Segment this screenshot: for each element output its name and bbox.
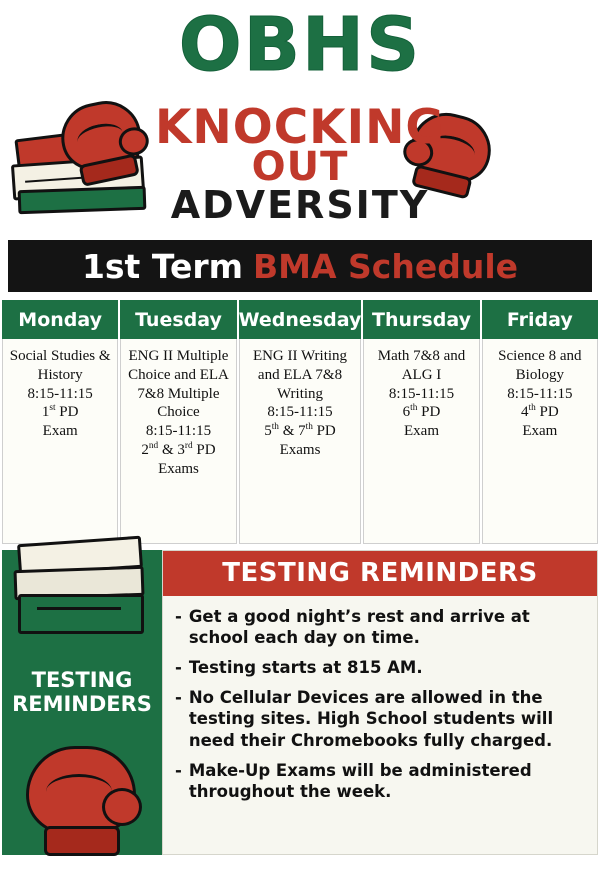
list-item [175, 687, 585, 750]
banner-term: 1st Term [81, 246, 243, 286]
time-friday: 8:15-11:15 [507, 385, 573, 402]
schedule-column-tuesday [120, 300, 236, 544]
schedule-banner [8, 240, 592, 292]
schedule-column-friday [482, 300, 598, 544]
bullet-marker: - [175, 688, 182, 708]
subject-tuesday: ENG II Multiple Choice and ELA 7&8 Multiple Choice [128, 348, 229, 421]
reminders-title: TESTING REMINDERS [163, 551, 597, 596]
theme-line-1: KNOCKING [154, 100, 446, 155]
schedule-column-wednesday [239, 300, 362, 544]
schedule-column-thursday [363, 300, 479, 544]
day-header-thursday: Thursday [363, 300, 479, 339]
day-cell-wednesday [239, 339, 362, 544]
schedule-column-monday [2, 300, 118, 544]
subject-wednesday: ENG II Writing and ELA 7&8 Writing [252, 348, 348, 402]
list-item [175, 657, 585, 678]
time-thursday: 8:15-11:15 [388, 385, 455, 402]
theme-line-3: ADVERSITY [170, 183, 430, 228]
session-friday: 4th PD [521, 403, 559, 421]
bullet-marker: - [175, 760, 182, 780]
school-title: OBHS [178, 2, 422, 88]
boxing-glove-icon-bottom [18, 742, 146, 860]
subject-monday: Social Studies & History [9, 348, 111, 383]
session-wednesday: 5th & 7th PD [264, 422, 336, 439]
time-tuesday: 8:15-11:15 [145, 423, 212, 439]
kind-monday: Exam [42, 423, 78, 439]
kind-thursday: Exam [404, 423, 440, 439]
theme-graphic-area [0, 88, 600, 238]
day-header-tuesday: Tuesday [120, 300, 236, 339]
day-header-friday: Friday [482, 300, 598, 339]
session-thursday: 6th PD [402, 403, 441, 421]
banner-title: BMA Schedule [253, 246, 519, 286]
theme-line-2: OUT [251, 144, 349, 191]
subject-thursday: Math 7&8 and ALG I [377, 348, 466, 383]
kind-friday: Exam [522, 423, 558, 439]
day-cell-tuesday [120, 339, 236, 544]
reminders-list [163, 596, 597, 802]
bullet-marker: - [175, 607, 182, 626]
reminder-text: Get a good night’s rest and arrive at school each day on time. [188, 607, 530, 648]
reminders-sidebar [2, 550, 162, 855]
reminder-text: Make-Up Exams will be administered throughout the week. [188, 760, 532, 801]
day-cell-friday [482, 339, 598, 544]
list-item [175, 606, 585, 648]
day-cell-monday [2, 339, 118, 544]
kind-tuesday: Exams [158, 460, 199, 477]
reminder-text: No Cellular Devices are allowed in the testing sites. High School students will need their Chromebooks fully charged. [188, 688, 554, 750]
schedule-table [2, 300, 598, 544]
day-cell-thursday [363, 339, 479, 544]
session-tuesday: 2nd & 3rd PD [141, 440, 216, 458]
subject-friday: Science 8 and Biology [498, 348, 582, 383]
reminders-sidebar-label: TESTING REMINDERS [12, 668, 152, 717]
day-header-wednesday: Wednesday [239, 300, 362, 339]
kind-wednesday: Exams [279, 441, 321, 458]
reminders-panel [162, 550, 598, 855]
bullet-marker: - [175, 658, 182, 678]
books-stack-icon [12, 538, 152, 648]
time-monday: 8:15-11:15 [27, 385, 93, 402]
list-item [175, 760, 585, 802]
reminders-section [0, 550, 600, 862]
reminder-text: Testing starts at 815 AM. [188, 658, 423, 678]
day-header-monday: Monday [2, 300, 118, 339]
session-monday: 1st PD [41, 403, 79, 421]
time-wednesday: 8:15-11:15 [267, 404, 333, 421]
